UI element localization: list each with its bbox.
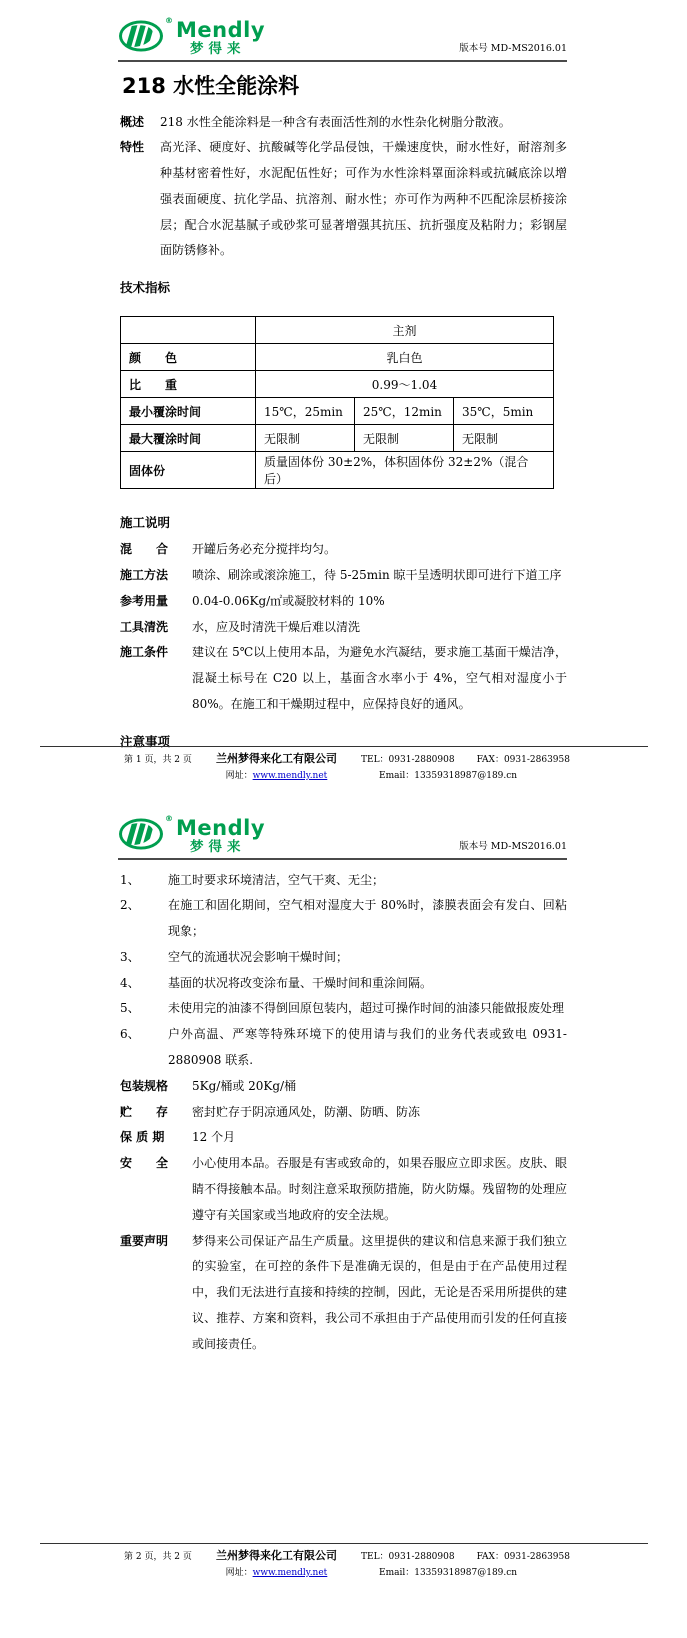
overview-label: 概述: [120, 114, 145, 129]
cleaning-text: 水，应及时清洗干燥后难以清洗: [192, 619, 361, 634]
mixing-label: 混 合: [120, 542, 169, 557]
brand-text: [176, 818, 265, 855]
note-item-4: [120, 971, 567, 997]
conditions-text: 建议在 5℃以上使用本品，为避免水汽凝结，要求施工基面干燥洁净，混凝土标号在 C20 以上，基面含水率小于 4%，空气相对湿度小于 80%。在施工和干燥期过程中，应保持良好的通风。: [192, 645, 567, 712]
shelf-life-row: [120, 1125, 567, 1151]
shelf-life-label: 保 质 期: [120, 1130, 165, 1145]
table-corner-cell: [121, 317, 256, 344]
row-label-min-recoat: 最小覆涂时间: [121, 398, 256, 425]
mixing-row: [120, 537, 567, 563]
row-label-gravity: 比 重: [121, 371, 256, 398]
website-link[interactable]: www.mendly.net: [252, 1568, 328, 1578]
page1-page-number: 第 1 页，共 2 页: [124, 755, 192, 765]
table-row: [121, 344, 554, 371]
company-name: 兰州梦得来化工有限公司: [215, 752, 337, 765]
page1-header: [118, 0, 567, 57]
fax-label: FAX：0931-2863958: [476, 755, 570, 765]
method-label: 施工方法: [120, 568, 169, 583]
brand-text: [176, 20, 265, 57]
email-value: 13359318987@189.cn: [414, 1568, 518, 1578]
row-label-max-recoat: 最大覆涂时间: [121, 425, 256, 452]
table-col-header: 主剂: [256, 317, 554, 344]
disclaimer-row: [120, 1229, 567, 1358]
storage-row: [120, 1100, 567, 1126]
brand-mark-icon: [118, 816, 168, 852]
cleaning-label: 工具清洗: [120, 619, 169, 634]
email-value: 13359318987@189.cn: [414, 771, 518, 781]
page2-header: [118, 780, 567, 855]
features-row: [120, 135, 567, 264]
website-link[interactable]: www.mendly.net: [252, 771, 328, 781]
note-num: 4、: [120, 975, 140, 990]
note-text: 空气的流通状况会影响干燥时间；: [168, 949, 349, 964]
notes-heading: 注意事项: [120, 733, 171, 749]
page-2: [0, 780, 687, 1638]
conditions-row: [120, 640, 567, 717]
construction-heading: 施工说明: [120, 515, 171, 531]
value-solids: 质量固体份 30±2%，体积固体份 32±2%（混合后）: [256, 452, 554, 489]
safety-label: 安 全: [120, 1156, 169, 1171]
brand-mark-icon: [118, 18, 168, 54]
safety-text: 小心使用本品。吞服是有害或致命的，如果吞服应立即求医。皮肤、眼睛不得接触本品。时刻注意采取预防措施，防火防爆。残留物的处理应遵守有关国家或当地政府的安全法规。: [192, 1156, 567, 1222]
note-text: 未使用完的油漆不得倒回原包装内，超过可操作时间的油漆只能做报废处理: [168, 1001, 565, 1016]
features-label: 特性: [120, 140, 145, 155]
shelf-life-text: 12 个月: [192, 1130, 236, 1145]
website-label: 网址：: [225, 771, 253, 781]
packing-label: 包装规格: [120, 1078, 169, 1093]
table-row: [121, 398, 554, 425]
brand-logo: [118, 18, 265, 57]
table-row: [121, 371, 554, 398]
max-recoat-3: 无限制: [454, 425, 554, 452]
row-label-color: 颜 色: [121, 344, 256, 371]
min-recoat-15: 15℃，25min: [256, 398, 355, 425]
page2-page-number: 第 2 页，共 2 页: [124, 1552, 192, 1562]
dosage-row: [120, 589, 567, 615]
page-1: [0, 0, 687, 780]
max-recoat-2: 无限制: [355, 425, 454, 452]
safety-row: [120, 1151, 567, 1228]
dosage-label: 参考用量: [120, 593, 169, 608]
brand-logo: [118, 816, 265, 855]
tel-label: TEL：0931-2880908: [361, 755, 455, 765]
version-label: 版本号 MD-MS2016.01: [459, 840, 567, 852]
table-row: [121, 425, 554, 452]
note-num: 5、: [120, 1001, 140, 1016]
note-num: 3、: [120, 949, 140, 964]
note-text: 施工时要求环境清洁，空气干爽、无尘；: [168, 872, 385, 887]
conditions-label: 施工条件: [120, 645, 169, 660]
note-item-5: [120, 996, 567, 1022]
website-label: 网址：: [225, 1568, 253, 1578]
fax-label: FAX：0931-2863958: [476, 1552, 570, 1562]
min-recoat-35: 35℃，5min: [454, 398, 554, 425]
brand-name-en: Mendly: [176, 816, 266, 840]
brand-name-cn: 梦得来: [190, 839, 246, 855]
value-color: 乳白色: [256, 344, 554, 371]
min-recoat-25: 25℃，12min: [355, 398, 454, 425]
note-item-2: [120, 893, 567, 945]
spec-table: [120, 316, 554, 489]
email-label: Email：: [379, 771, 415, 781]
note-item-6: [120, 1022, 567, 1074]
overview-row: [120, 110, 567, 136]
registered-mark: ®: [165, 16, 173, 25]
brand-name-cn: 梦得来: [190, 41, 246, 57]
row-label-solids: 固体份: [121, 452, 256, 489]
tech-heading: 技术指标: [120, 280, 171, 296]
note-text: 户外高温、严寒等特殊环境下的使用请与我们的业务代表或致电 0931-2880908 联系.: [168, 1027, 567, 1068]
value-gravity: 0.99～1.04: [256, 371, 554, 398]
page-title: 218 水性全能涂料: [122, 73, 300, 98]
note-num: 2、: [120, 898, 140, 913]
company-name: 兰州梦得来化工有限公司: [215, 1549, 337, 1562]
version-label: 版本号 MD-MS2016.01: [459, 42, 567, 54]
mixing-text: 开罐后务必充分搅拌均匀。: [192, 542, 337, 557]
tel-label: TEL：0931-2880908: [361, 1552, 455, 1562]
email-label: Email：: [379, 1568, 415, 1578]
disclaimer-text: 梦得来公司保证产品生产质量。这里提供的建议和信息来源于我们独立的实验室，在可控的条件下是准确无误的，但是由于在产品使用过程中，我们无法进行直接和持续的控制，因此，无论是否采用所提供的建议、推荐、方案和资料，我公司不承担由于产品使用而引发的任何直接或间接责任。: [192, 1233, 567, 1351]
cleaning-row: [120, 615, 567, 641]
dosage-text: 0.04-0.06Kg/㎡或凝胶材料的 10%: [192, 593, 385, 608]
brand-name-en: Mendly: [176, 18, 266, 42]
registered-mark: ®: [165, 814, 173, 823]
max-recoat-1: 无限制: [256, 425, 355, 452]
page2-footer: [40, 1543, 648, 1578]
features-text: 高光泽、硬度好、抗酸碱等化学品侵蚀，干燥速度快，耐水性好，耐溶剂多种基材密着性好，水泥配伍性好；可作为水性涂料罩面涂料或抗碱底涂以增强表面硬度、抗化学品、抗溶剂、耐水性；亦可作为两种不匹配涂层桥接涂层；配合水泥基腻子或砂浆可显著增强其抗压、抗折强度及粘附力；彩钢屋面防锈修补。: [160, 140, 567, 258]
note-num: 6、: [120, 1027, 140, 1042]
packing-row: [120, 1074, 567, 1100]
packing-text: 5Kg/桶或 20Kg/桶: [192, 1078, 297, 1093]
header-rule: [118, 60, 567, 62]
disclaimer-label: 重要声明: [120, 1233, 169, 1248]
note-item-3: [120, 945, 567, 971]
table-row: [121, 452, 554, 489]
page1-footer: [40, 746, 648, 781]
note-item-1: [120, 868, 567, 894]
method-row: [120, 563, 567, 589]
note-text: 在施工和固化期间，空气相对湿度大于 80%时，漆膜表面会有发白、回粘现象；: [168, 898, 567, 939]
method-text: 喷涂、刷涂或滚涂施工，待 5-25min 晾干呈透明状即可进行下道工序: [192, 568, 562, 583]
storage-label: 贮 存: [120, 1104, 169, 1119]
overview-text: 218 水性全能涂料是一种含有表面活性剂的水性杂化树脂分散液。: [160, 114, 511, 129]
table-header-row: [121, 317, 554, 344]
note-text: 基面的状况将改变涂布量、干燥时间和重涂间隔。: [168, 975, 433, 990]
note-num: 1、: [120, 872, 140, 887]
storage-text: 密封贮存于阴凉通风处，防潮、防晒、防冻: [192, 1104, 421, 1119]
